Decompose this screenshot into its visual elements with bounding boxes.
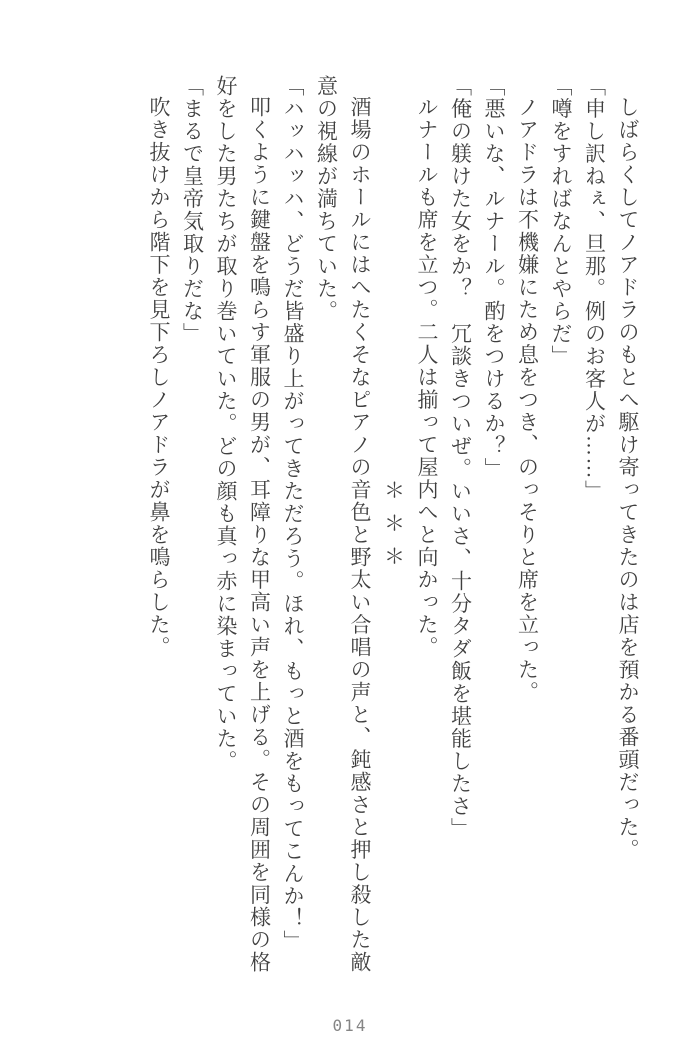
paragraph: 酒場のホールにはへたくそなピアノの音色と野太い合唱の声と、鈍感さと押し殺した敵意の視線が満ちていた。 [314,75,372,974]
paragraph: 「噂をすればなんとやらだ」 [549,75,573,368]
paragraph: 「俺の躾けた女をか？ 冗談きついぜ。いいさ、十分タダ飯を堪能したさ」 [448,75,473,840]
vertical-text-area [142,75,645,981]
paragraph: ルナールも席を立つ。二人は揃って屋内へと向かった。 [415,96,439,659]
paragraph: 「ハッハッハ、どうだ皆盛り上がってきただろう。ほれ、もっと酒をもってこんか！」 [281,75,305,953]
section-separator: ＊＊＊ [381,478,406,578]
paragraph: ノアドラは不機嫌にため息をつき、のっそりと席を立った。 [515,96,540,704]
paragraph: 「悪いな、ルナール。酌をつけるか？」 [482,75,506,480]
paragraph: 吹き抜けから階下を見下ろしノアドラが鼻を鳴らした。 [147,96,171,659]
paragraph: 「まるで皇帝気取りだな」 [180,75,205,345]
paragraph: 「申し訳ねぇ、旦那。例のお客人が……」 [582,75,607,503]
page-number: 014 [332,1016,368,1035]
paragraph: しばらくしてノアドラのもとへ駆け寄ってきたのは店を預かる番頭だった。 [616,96,640,861]
paragraph: 叩くように鍵盤を鳴らす軍服の男が、耳障りな甲高い声を上げる。その周囲を同様の格好をした男たちが取り巻いていた。どの顔も真っ赤に染まっていた。 [214,75,272,974]
